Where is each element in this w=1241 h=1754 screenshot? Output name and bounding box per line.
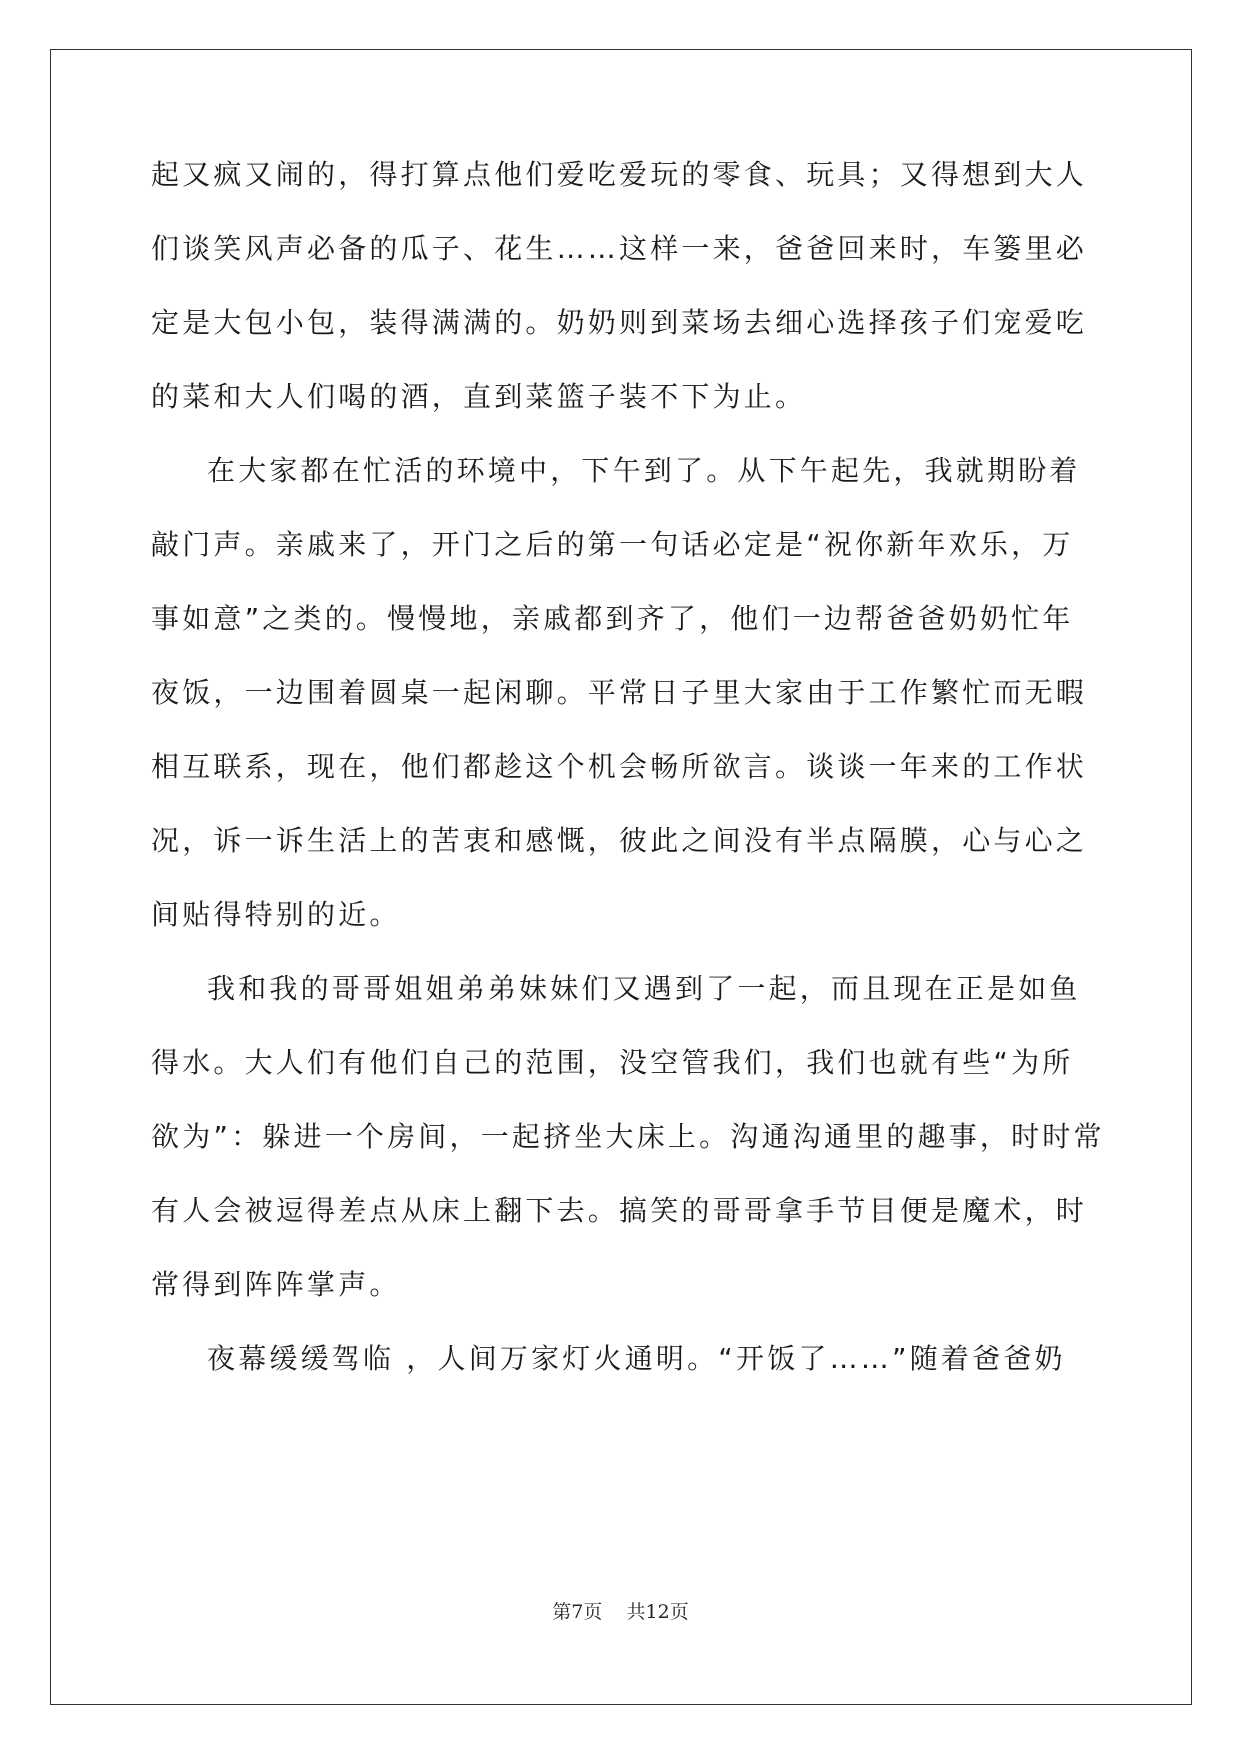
page-number: 第7页 共12页	[552, 1601, 689, 1623]
page-border	[50, 49, 1192, 1705]
paragraph-start-line: 在大家都在忙活的环境中，下午到了。从下午起先，我就期盼着	[207, 454, 1081, 487]
text-line: 们谈笑风声必备的瓜子、花生……这样一来，爸爸回来时，车篓里必	[151, 232, 1088, 265]
paragraph-start-line: 夜幕缓缓驾临 ，人间万家灯火通明。“开饭了……”随着爸爸奶	[207, 1342, 1066, 1375]
text-line: 欲为”：躲进一个房间，一起挤坐大床上。沟通沟通里的趣事，时时常	[151, 1120, 1105, 1153]
text-line: 事如意”之类的。慢慢地，亲戚都到齐了，他们一边帮爸爸奶奶忙年	[151, 602, 1074, 635]
text-line: 夜饭，一边围着圆桌一起闲聊。平常日子里大家由于工作繁忙而无暇	[151, 676, 1088, 709]
text-line: 间贴得特别的近。	[151, 898, 401, 931]
paragraph-start-line: 我和我的哥哥姐姐弟弟妹妹们又遇到了一起，而且现在正是如鱼	[207, 972, 1081, 1005]
text-line: 敲门声。亲戚来了，开门之后的第一句话必定是“祝你新年欢乐，万	[151, 528, 1074, 561]
text-line: 有人会被逗得差点从床上翻下去。搞笑的哥哥拿手节目便是魔术，时	[151, 1194, 1088, 1227]
text-line: 定是大包小包，装得满满的。奶奶则到菜场去细心选择孩子们宠爱吃	[151, 306, 1088, 339]
text-line: 的菜和大人们喝的酒，直到菜篮子装不下为止。	[151, 380, 807, 413]
text-line: 况，诉一诉生活上的苦衷和感慨，彼此之间没有半点隔膜，心与心之	[151, 824, 1088, 857]
text-line: 相互联系，现在，他们都趁这个机会畅所欲言。谈谈一年来的工作状	[151, 750, 1088, 783]
text-line: 起又疯又闹的，得打算点他们爱吃爱玩的零食、玩具；又得想到大人	[151, 158, 1088, 191]
text-line: 得水。大人们有他们自己的范围，没空管我们，我们也就有些“为所	[151, 1046, 1074, 1079]
text-line: 常得到阵阵掌声。	[151, 1268, 401, 1301]
